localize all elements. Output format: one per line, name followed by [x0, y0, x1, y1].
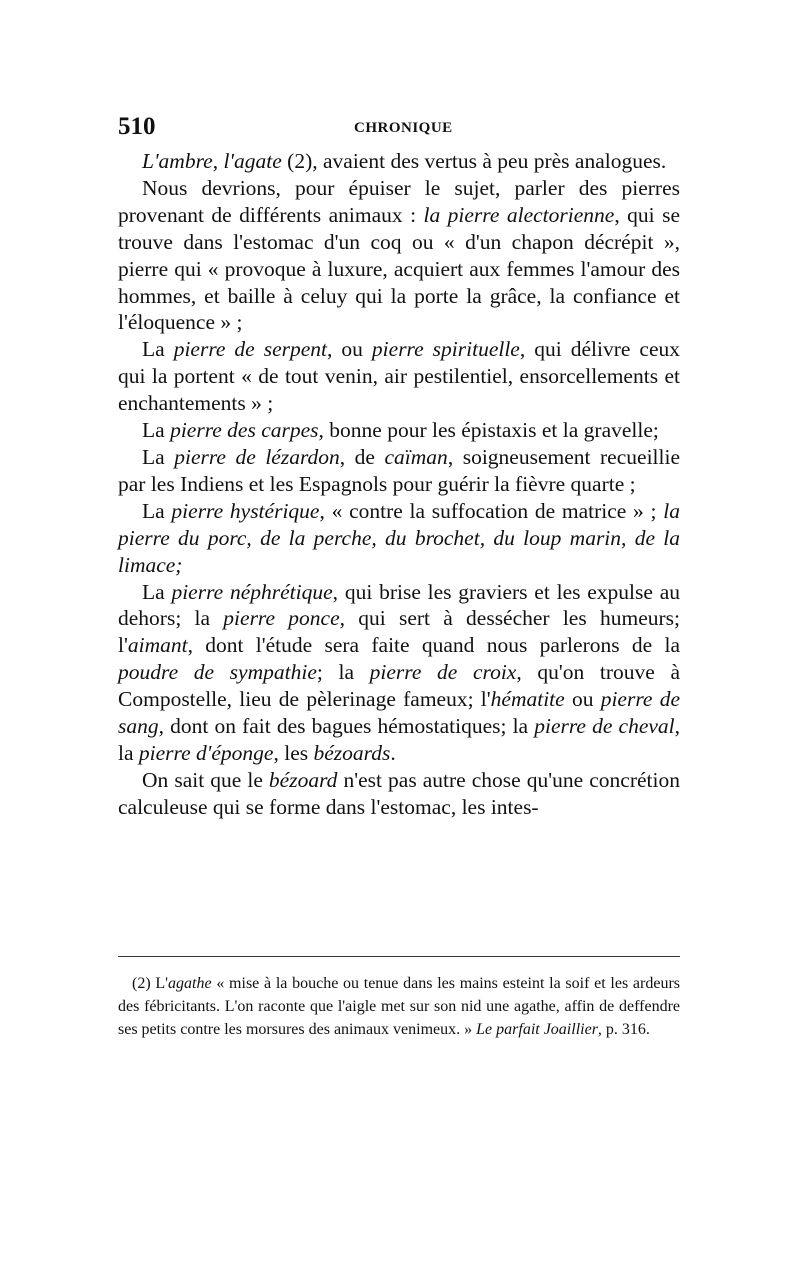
paragraph — [118, 175, 680, 336]
paragraph — [118, 498, 680, 579]
italic-term: pierre néphrétique — [171, 579, 333, 604]
italic-term: la pierre alectorienne — [423, 202, 615, 227]
text-run: La — [142, 444, 175, 469]
italic-term: l'agate — [223, 149, 282, 173]
italic-term: pierre ponce — [223, 606, 340, 631]
italic-term: hématite — [490, 687, 565, 712]
text-run: ; la — [316, 660, 370, 685]
text-run: , de — [339, 444, 385, 469]
body-text — [118, 148, 680, 821]
footnote — [118, 972, 680, 1041]
italic-term: pierre de sang — [118, 687, 680, 739]
running-title: CHRONIQUE — [354, 120, 453, 136]
text-run: , qui délivre ceux qui la portent « de tout venin, air pestilentiel, ensorcellements et enchantements » ; — [118, 337, 680, 416]
text-run: « mise à la bouche ou tenue dans les mains esteint la soif et les ardeurs des fébricitants. L'on raconte que l'aigle met sur son nid une agathe, affin de deffendre ses petits contre les morsures des animaux venimeux. » — [118, 975, 680, 1038]
italic-term: la pierre du porc, de la perche, du brochet, du loup marin, de la limace; — [118, 498, 680, 577]
paragraph — [118, 767, 680, 821]
italic-term: caïman — [384, 444, 448, 469]
paragraph — [118, 417, 680, 444]
footnote-paragraph — [118, 972, 680, 1041]
text-run: , « contre la suffocation de matrice » ; — [319, 498, 664, 523]
text-run: , la — [118, 714, 680, 765]
italic-term: pierre d'éponge — [138, 740, 274, 765]
text-run: n'est pas autre chose qu'une concrétion calculeuse qui se forme dans l'estomac, les intes- — [118, 767, 680, 819]
text-run: La — [142, 418, 171, 443]
text-run: La — [142, 579, 172, 604]
italic-term: pierre de croix — [369, 660, 517, 685]
text-run: , qu'on trouve à Compostelle, lieu de pèlerinage fameux; l' — [118, 660, 680, 712]
text-run: , dont l'étude sera faite quand nous parlerons de la — [187, 633, 680, 658]
text-run: , ou — [327, 337, 372, 362]
text-run: , soigneusement recueillie par les Indiens et les Espagnols pour guérir la fièvre quarte ; — [118, 444, 681, 496]
italic-term: agathe — [168, 975, 212, 992]
text-run: La — [142, 498, 172, 523]
paragraph — [118, 148, 680, 175]
running-head — [118, 112, 680, 142]
footnote-divider — [118, 956, 680, 957]
text-run: , — [212, 149, 224, 173]
text-run: , dont on fait des bagues hémostatiques; la — [158, 714, 535, 739]
italic-term: bézoards — [313, 740, 391, 765]
italic-term: pierre hystérique — [171, 498, 320, 523]
italic-term: pierre de cheval — [534, 714, 675, 739]
text-run: On sait que le — [142, 767, 269, 792]
text-run: , bonne pour les épistaxis et la gravelle; — [318, 418, 659, 443]
text-run: La — [142, 337, 174, 362]
paragraph — [118, 336, 680, 417]
text-run: ou — [564, 687, 601, 712]
page-number: 510 — [118, 113, 156, 140]
text-run: . — [390, 740, 396, 765]
italic-term: aimant — [127, 633, 188, 658]
text-run: (2), avaient des vertus à peu près analogues. — [281, 149, 667, 173]
italic-term: pierre des carpes — [170, 418, 319, 443]
text-run: , p. 316. — [597, 1021, 650, 1038]
text-run: , qui sert à dessécher les humeurs; l' — [118, 606, 680, 658]
italic-term: poudre de sympathie — [118, 660, 317, 685]
text-run: , qui brise les graviers et les expulse au dehors; la — [118, 579, 680, 631]
italic-term: L'ambre — [142, 149, 213, 173]
paragraph — [118, 579, 680, 767]
text-run: , les — [273, 740, 314, 765]
book-title: Le parfait Joaillier — [476, 1021, 598, 1038]
text-run: Nous devrions, pour épuiser le sujet, parler des pierres provenant de différents animaux : — [118, 175, 680, 227]
text-run: , qui se trouve dans l'estomac d'un coq ou « d'un chapon décrépit », pierre qui « provoque à luxure, acquiert aux femmes l'amour des hommes, et baille à celuy qui la porte la grâce, la confiance et l'éloquence » ; — [118, 202, 680, 335]
italic-term: pierre de lézardon — [174, 444, 340, 469]
italic-term: pierre spirituelle — [371, 337, 520, 362]
italic-term: bézoard — [268, 767, 338, 792]
text-run: (2) L' — [132, 975, 169, 992]
italic-term: pierre de serpent — [173, 337, 328, 362]
paragraph — [118, 444, 680, 498]
